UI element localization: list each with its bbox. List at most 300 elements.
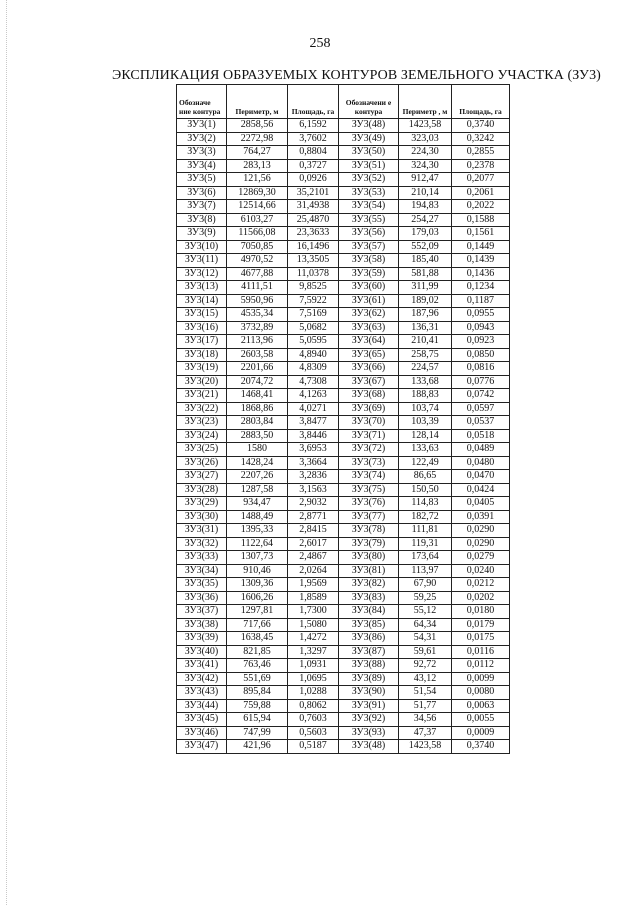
cell-contour-2: ЗУ3(81) <box>339 564 399 578</box>
cell-area-1: 3,1563 <box>288 483 339 497</box>
header-contour-designation: Обозначе ние контура <box>177 85 227 119</box>
cell-area-2: 0,0816 <box>452 362 510 376</box>
cell-contour-1: ЗУ3(14) <box>177 294 227 308</box>
cell-contour-1: ЗУ3(39) <box>177 632 227 646</box>
cell-contour-1: ЗУ3(35) <box>177 578 227 592</box>
cell-perimeter-1: 747,99 <box>227 726 288 740</box>
cell-area-1: 2,9032 <box>288 497 339 511</box>
cell-perimeter-2: 51,77 <box>399 699 452 713</box>
cell-perimeter-2: 92,72 <box>399 659 452 673</box>
cell-area-2: 0,0923 <box>452 335 510 349</box>
cell-contour-1: ЗУ3(36) <box>177 591 227 605</box>
table-row <box>177 497 510 511</box>
cell-area-1: 4,7308 <box>288 375 339 389</box>
cell-area-2: 0,0099 <box>452 672 510 686</box>
cell-area-2: 0,0116 <box>452 645 510 659</box>
cell-contour-2: ЗУ3(60) <box>339 281 399 295</box>
cell-area-2: 0,0470 <box>452 470 510 484</box>
cell-contour-2: ЗУ3(68) <box>339 389 399 403</box>
table-row <box>177 483 510 497</box>
cell-area-1: 0,3727 <box>288 159 339 173</box>
cell-perimeter-1: 551,69 <box>227 672 288 686</box>
cell-perimeter-1: 1122,64 <box>227 537 288 551</box>
cell-contour-2: ЗУ3(63) <box>339 321 399 335</box>
cell-area-1: 2,8415 <box>288 524 339 538</box>
cell-perimeter-1: 910,46 <box>227 564 288 578</box>
cell-area-2: 0,1588 <box>452 213 510 227</box>
cell-contour-1: ЗУ3(33) <box>177 551 227 565</box>
cell-area-2: 0,0080 <box>452 686 510 700</box>
table-row <box>177 686 510 700</box>
table-row <box>177 375 510 389</box>
table-row <box>177 402 510 416</box>
cell-contour-2: ЗУ3(71) <box>339 429 399 443</box>
cell-contour-2: ЗУ3(80) <box>339 551 399 565</box>
cell-area-1: 16,1496 <box>288 240 339 254</box>
cell-contour-1: ЗУ3(16) <box>177 321 227 335</box>
cell-area-2: 0,2077 <box>452 173 510 187</box>
cell-area-2: 0,0212 <box>452 578 510 592</box>
cell-perimeter-2: 324,30 <box>399 159 452 173</box>
table-row <box>177 699 510 713</box>
header-contour-designation-2: Обозначени е контура <box>339 85 399 119</box>
cell-contour-1: ЗУ3(42) <box>177 672 227 686</box>
header-perimeter-2: Периметр , м <box>399 85 452 119</box>
cell-perimeter-1: 4535,34 <box>227 308 288 322</box>
cell-perimeter-1: 1606,26 <box>227 591 288 605</box>
cell-contour-2: ЗУ3(76) <box>339 497 399 511</box>
cell-area-2: 0,0175 <box>452 632 510 646</box>
cell-perimeter-1: 7050,85 <box>227 240 288 254</box>
cell-perimeter-1: 759,88 <box>227 699 288 713</box>
cell-area-2: 0,0279 <box>452 551 510 565</box>
cell-area-2: 0,0489 <box>452 443 510 457</box>
cell-perimeter-1: 1307,73 <box>227 551 288 565</box>
cell-perimeter-2: 64,34 <box>399 618 452 632</box>
cell-contour-1: ЗУ3(12) <box>177 267 227 281</box>
cell-area-2: 0,1561 <box>452 227 510 241</box>
table-row <box>177 645 510 659</box>
table-row <box>177 618 510 632</box>
cell-contour-2: ЗУ3(74) <box>339 470 399 484</box>
cell-area-2: 0,0850 <box>452 348 510 362</box>
cell-perimeter-2: 34,56 <box>399 713 452 727</box>
cell-contour-1: ЗУ3(26) <box>177 456 227 470</box>
cell-contour-2: ЗУ3(84) <box>339 605 399 619</box>
cell-perimeter-2: 51,54 <box>399 686 452 700</box>
cell-perimeter-2: 311,99 <box>399 281 452 295</box>
cell-perimeter-1: 2272,98 <box>227 132 288 146</box>
cell-area-1: 5,0595 <box>288 335 339 349</box>
cell-contour-1: ЗУ3(15) <box>177 308 227 322</box>
cell-perimeter-2: 113,97 <box>399 564 452 578</box>
cell-contour-2: ЗУ3(53) <box>339 186 399 200</box>
cell-area-1: 1,5080 <box>288 618 339 632</box>
cell-contour-2: ЗУ3(64) <box>339 335 399 349</box>
cell-contour-2: ЗУ3(51) <box>339 159 399 173</box>
cell-contour-2: ЗУ3(78) <box>339 524 399 538</box>
table-row <box>177 537 510 551</box>
cell-area-2: 0,2855 <box>452 146 510 160</box>
cell-contour-2: ЗУ3(79) <box>339 537 399 551</box>
table-row <box>177 524 510 538</box>
cell-area-1: 2,0264 <box>288 564 339 578</box>
cell-perimeter-1: 12514,66 <box>227 200 288 214</box>
cell-perimeter-1: 615,94 <box>227 713 288 727</box>
cell-area-1: 35,2101 <box>288 186 339 200</box>
cell-area-2: 0,0776 <box>452 375 510 389</box>
cell-perimeter-1: 1297,81 <box>227 605 288 619</box>
cell-perimeter-2: 1423,58 <box>399 119 452 133</box>
cell-perimeter-2: 258,75 <box>399 348 452 362</box>
cell-contour-1: ЗУ3(34) <box>177 564 227 578</box>
cell-perimeter-2: 114,83 <box>399 497 452 511</box>
cell-area-1: 31,4938 <box>288 200 339 214</box>
table-header <box>177 85 510 119</box>
cell-contour-2: ЗУ3(89) <box>339 672 399 686</box>
cell-perimeter-2: 133,63 <box>399 443 452 457</box>
cell-perimeter-2: 150,50 <box>399 483 452 497</box>
cell-contour-2: ЗУ3(50) <box>339 146 399 160</box>
cell-area-2: 0,1436 <box>452 267 510 281</box>
header-area: Площадь, га <box>288 85 339 119</box>
cell-perimeter-1: 2207,26 <box>227 470 288 484</box>
cell-contour-1: ЗУ3(1) <box>177 119 227 133</box>
cell-perimeter-2: 194,83 <box>399 200 452 214</box>
cell-perimeter-1: 421,96 <box>227 740 288 754</box>
cell-area-2: 0,0597 <box>452 402 510 416</box>
table-row <box>177 591 510 605</box>
cell-contour-1: ЗУ3(9) <box>177 227 227 241</box>
cell-area-2: 0,0240 <box>452 564 510 578</box>
cell-area-1: 2,6017 <box>288 537 339 551</box>
cell-perimeter-1: 4970,52 <box>227 254 288 268</box>
cell-contour-1: ЗУ3(22) <box>177 402 227 416</box>
cell-perimeter-2: 188,83 <box>399 389 452 403</box>
cell-area-1: 3,3664 <box>288 456 339 470</box>
cell-contour-1: ЗУ3(28) <box>177 483 227 497</box>
explication-table <box>176 84 510 754</box>
cell-perimeter-1: 6103,27 <box>227 213 288 227</box>
cell-perimeter-1: 717,66 <box>227 618 288 632</box>
cell-perimeter-2: 86,65 <box>399 470 452 484</box>
cell-contour-1: ЗУ3(17) <box>177 335 227 349</box>
table-row <box>177 132 510 146</box>
cell-area-2: 0,0480 <box>452 456 510 470</box>
cell-perimeter-2: 182,72 <box>399 510 452 524</box>
cell-perimeter-1: 121,56 <box>227 173 288 187</box>
cell-perimeter-2: 581,88 <box>399 267 452 281</box>
cell-area-1: 3,6953 <box>288 443 339 457</box>
cell-perimeter-1: 283,13 <box>227 159 288 173</box>
cell-area-1: 11,0378 <box>288 267 339 281</box>
cell-area-2: 0,0055 <box>452 713 510 727</box>
cell-contour-1: ЗУ3(31) <box>177 524 227 538</box>
table-row <box>177 429 510 443</box>
cell-perimeter-2: 224,30 <box>399 146 452 160</box>
cell-perimeter-1: 2858,56 <box>227 119 288 133</box>
cell-contour-2: ЗУ3(55) <box>339 213 399 227</box>
cell-area-2: 0,1449 <box>452 240 510 254</box>
cell-perimeter-2: 912,47 <box>399 173 452 187</box>
cell-area-1: 9,8525 <box>288 281 339 295</box>
cell-area-2: 0,0179 <box>452 618 510 632</box>
cell-area-1: 2,8771 <box>288 510 339 524</box>
cell-perimeter-1: 5950,96 <box>227 294 288 308</box>
table-row <box>177 308 510 322</box>
cell-perimeter-2: 1423,58 <box>399 740 452 754</box>
cell-area-1: 3,7602 <box>288 132 339 146</box>
table-row <box>177 659 510 673</box>
cell-area-2: 0,3740 <box>452 119 510 133</box>
cell-area-1: 0,7603 <box>288 713 339 727</box>
cell-perimeter-1: 2603,58 <box>227 348 288 362</box>
cell-area-1: 3,8446 <box>288 429 339 443</box>
table-body <box>177 119 510 754</box>
cell-perimeter-1: 1580 <box>227 443 288 457</box>
cell-area-1: 1,0931 <box>288 659 339 673</box>
cell-perimeter-1: 12869,30 <box>227 186 288 200</box>
cell-contour-1: ЗУ3(10) <box>177 240 227 254</box>
cell-contour-1: ЗУ3(44) <box>177 699 227 713</box>
table-row <box>177 470 510 484</box>
header-area-2: Площадь, га <box>452 85 510 119</box>
cell-area-1: 13,3505 <box>288 254 339 268</box>
cell-contour-1: ЗУ3(19) <box>177 362 227 376</box>
table-header-row <box>177 85 510 119</box>
cell-area-2: 0,0537 <box>452 416 510 430</box>
table-row <box>177 416 510 430</box>
cell-perimeter-2: 210,41 <box>399 335 452 349</box>
cell-area-1: 23,3633 <box>288 227 339 241</box>
cell-perimeter-1: 4677,88 <box>227 267 288 281</box>
cell-contour-2: ЗУ3(72) <box>339 443 399 457</box>
cell-area-1: 3,8477 <box>288 416 339 430</box>
cell-area-2: 0,0063 <box>452 699 510 713</box>
cell-perimeter-2: 47,37 <box>399 726 452 740</box>
table-row <box>177 740 510 754</box>
cell-area-2: 0,0290 <box>452 537 510 551</box>
cell-perimeter-1: 4111,51 <box>227 281 288 295</box>
cell-perimeter-2: 55,12 <box>399 605 452 619</box>
cell-perimeter-1: 764,27 <box>227 146 288 160</box>
cell-area-2: 0,3740 <box>452 740 510 754</box>
cell-area-1: 2,4867 <box>288 551 339 565</box>
cell-contour-2: ЗУ3(56) <box>339 227 399 241</box>
cell-perimeter-1: 2074,72 <box>227 375 288 389</box>
cell-area-1: 4,0271 <box>288 402 339 416</box>
table-row <box>177 726 510 740</box>
cell-area-1: 0,8062 <box>288 699 339 713</box>
table-row <box>177 713 510 727</box>
cell-perimeter-1: 1428,24 <box>227 456 288 470</box>
cell-contour-1: ЗУ3(25) <box>177 443 227 457</box>
cell-contour-1: ЗУ3(6) <box>177 186 227 200</box>
cell-area-2: 0,1439 <box>452 254 510 268</box>
cell-area-1: 1,9569 <box>288 578 339 592</box>
cell-perimeter-1: 2113,96 <box>227 335 288 349</box>
cell-area-2: 0,0424 <box>452 483 510 497</box>
cell-perimeter-2: 103,74 <box>399 402 452 416</box>
cell-perimeter-2: 122,49 <box>399 456 452 470</box>
cell-area-2: 0,0742 <box>452 389 510 403</box>
cell-contour-1: ЗУ3(20) <box>177 375 227 389</box>
cell-area-2: 0,1187 <box>452 294 510 308</box>
cell-contour-2: ЗУ3(54) <box>339 200 399 214</box>
cell-perimeter-2: 189,02 <box>399 294 452 308</box>
cell-area-2: 0,0202 <box>452 591 510 605</box>
cell-contour-2: ЗУ3(86) <box>339 632 399 646</box>
cell-perimeter-1: 3732,89 <box>227 321 288 335</box>
cell-area-2: 0,0405 <box>452 497 510 511</box>
cell-perimeter-1: 1488,49 <box>227 510 288 524</box>
cell-contour-1: ЗУ3(41) <box>177 659 227 673</box>
cell-contour-2: ЗУ3(93) <box>339 726 399 740</box>
cell-contour-1: ЗУ3(8) <box>177 213 227 227</box>
cell-perimeter-2: 43,12 <box>399 672 452 686</box>
cell-contour-2: ЗУ3(65) <box>339 348 399 362</box>
cell-contour-1: ЗУ3(24) <box>177 429 227 443</box>
table-row <box>177 672 510 686</box>
cell-contour-1: ЗУ3(43) <box>177 686 227 700</box>
cell-perimeter-2: 187,96 <box>399 308 452 322</box>
table-row <box>177 146 510 160</box>
cell-area-2: 0,0009 <box>452 726 510 740</box>
cell-area-1: 4,8309 <box>288 362 339 376</box>
cell-perimeter-2: 67,90 <box>399 578 452 592</box>
cell-perimeter-1: 11566,08 <box>227 227 288 241</box>
cell-perimeter-1: 1309,36 <box>227 578 288 592</box>
cell-area-2: 0,0955 <box>452 308 510 322</box>
cell-contour-1: ЗУ3(45) <box>177 713 227 727</box>
cell-area-2: 0,0180 <box>452 605 510 619</box>
cell-perimeter-1: 1395,33 <box>227 524 288 538</box>
cell-area-1: 6,1592 <box>288 119 339 133</box>
scan-margin-line <box>6 0 7 905</box>
cell-area-1: 0,5603 <box>288 726 339 740</box>
cell-area-2: 0,0391 <box>452 510 510 524</box>
document-title: ЭКСПЛИКАЦИЯ ОБРАЗУЕМЫХ КОНТУРОВ ЗЕМЕЛЬНОГО УЧАСТКА (ЗУ3) <box>112 68 601 83</box>
cell-perimeter-2: 323,03 <box>399 132 452 146</box>
table-row <box>177 362 510 376</box>
table-row <box>177 443 510 457</box>
cell-perimeter-1: 1287,58 <box>227 483 288 497</box>
cell-contour-1: ЗУ3(21) <box>177 389 227 403</box>
cell-area-1: 1,7300 <box>288 605 339 619</box>
table-row <box>177 551 510 565</box>
cell-contour-1: ЗУ3(2) <box>177 132 227 146</box>
cell-contour-1: ЗУ3(46) <box>177 726 227 740</box>
cell-area-2: 0,2022 <box>452 200 510 214</box>
cell-area-1: 1,3297 <box>288 645 339 659</box>
cell-perimeter-2: 133,68 <box>399 375 452 389</box>
cell-area-1: 1,8589 <box>288 591 339 605</box>
page-number: 258 <box>309 36 331 51</box>
cell-contour-1: ЗУ3(3) <box>177 146 227 160</box>
table-row <box>177 281 510 295</box>
cell-area-1: 0,5187 <box>288 740 339 754</box>
cell-area-2: 0,2061 <box>452 186 510 200</box>
cell-area-1: 1,4272 <box>288 632 339 646</box>
cell-perimeter-1: 895,84 <box>227 686 288 700</box>
cell-contour-1: ЗУ3(5) <box>177 173 227 187</box>
cell-area-2: 0,1234 <box>452 281 510 295</box>
cell-perimeter-2: 111,81 <box>399 524 452 538</box>
cell-contour-2: ЗУ3(52) <box>339 173 399 187</box>
cell-perimeter-2: 103,39 <box>399 416 452 430</box>
cell-perimeter-2: 173,64 <box>399 551 452 565</box>
cell-area-1: 5,0682 <box>288 321 339 335</box>
cell-perimeter-2: 185,40 <box>399 254 452 268</box>
cell-contour-2: ЗУ3(67) <box>339 375 399 389</box>
cell-contour-1: ЗУ3(38) <box>177 618 227 632</box>
table-row <box>177 227 510 241</box>
cell-contour-2: ЗУ3(49) <box>339 132 399 146</box>
cell-perimeter-2: 54,31 <box>399 632 452 646</box>
cell-contour-1: ЗУ3(11) <box>177 254 227 268</box>
cell-perimeter-2: 136,31 <box>399 321 452 335</box>
cell-area-1: 4,8940 <box>288 348 339 362</box>
table-row <box>177 267 510 281</box>
table-row <box>177 186 510 200</box>
cell-contour-2: ЗУ3(90) <box>339 686 399 700</box>
table-row <box>177 321 510 335</box>
cell-contour-2: ЗУ3(88) <box>339 659 399 673</box>
cell-area-2: 0,0290 <box>452 524 510 538</box>
cell-contour-1: ЗУ3(47) <box>177 740 227 754</box>
table-row <box>177 335 510 349</box>
cell-contour-1: ЗУ3(23) <box>177 416 227 430</box>
cell-perimeter-1: 1868,86 <box>227 402 288 416</box>
cell-area-1: 7,5169 <box>288 308 339 322</box>
cell-perimeter-2: 254,27 <box>399 213 452 227</box>
cell-contour-1: ЗУ3(18) <box>177 348 227 362</box>
cell-contour-1: ЗУ3(13) <box>177 281 227 295</box>
table-row <box>177 119 510 133</box>
cell-contour-2: ЗУ3(61) <box>339 294 399 308</box>
cell-contour-2: ЗУ3(92) <box>339 713 399 727</box>
cell-contour-2: ЗУ3(87) <box>339 645 399 659</box>
cell-perimeter-2: 59,25 <box>399 591 452 605</box>
table-row <box>177 456 510 470</box>
cell-contour-1: ЗУ3(4) <box>177 159 227 173</box>
cell-area-1: 4,1263 <box>288 389 339 403</box>
table-row <box>177 632 510 646</box>
cell-contour-2: ЗУ3(48) <box>339 740 399 754</box>
table-row <box>177 213 510 227</box>
cell-contour-2: ЗУ3(62) <box>339 308 399 322</box>
table-row <box>177 389 510 403</box>
cell-contour-2: ЗУ3(57) <box>339 240 399 254</box>
cell-perimeter-2: 59,61 <box>399 645 452 659</box>
cell-contour-2: ЗУ3(59) <box>339 267 399 281</box>
cell-perimeter-1: 1468,41 <box>227 389 288 403</box>
cell-contour-2: ЗУ3(70) <box>339 416 399 430</box>
header-perimeter: Периметр, м <box>227 85 288 119</box>
cell-perimeter-1: 934,47 <box>227 497 288 511</box>
cell-contour-2: ЗУ3(48) <box>339 119 399 133</box>
cell-perimeter-2: 119,31 <box>399 537 452 551</box>
cell-area-2: 0,0112 <box>452 659 510 673</box>
cell-perimeter-1: 821,85 <box>227 645 288 659</box>
cell-perimeter-1: 1638,45 <box>227 632 288 646</box>
cell-contour-1: ЗУ3(27) <box>177 470 227 484</box>
cell-area-2: 0,2378 <box>452 159 510 173</box>
table-row <box>177 173 510 187</box>
cell-perimeter-2: 552,09 <box>399 240 452 254</box>
cell-contour-2: ЗУ3(58) <box>339 254 399 268</box>
cell-area-1: 3,2836 <box>288 470 339 484</box>
